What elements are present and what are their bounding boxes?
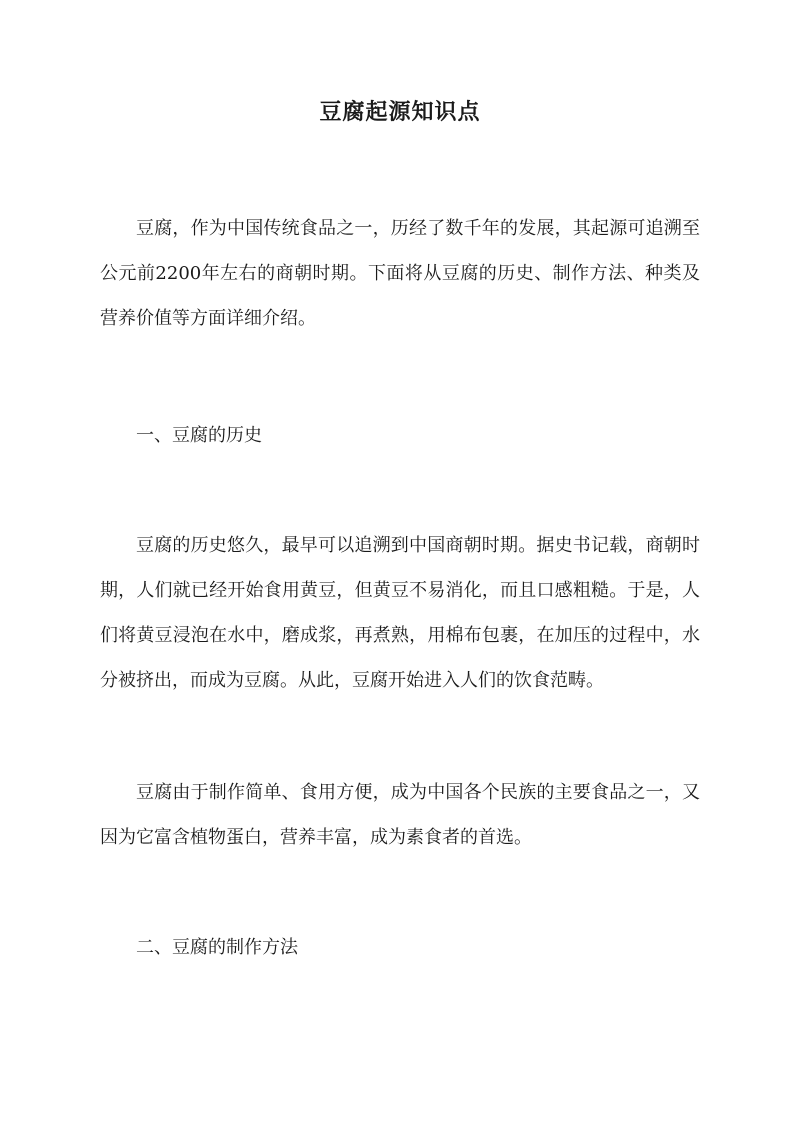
- section-heading-history: 一、豆腐的历史: [136, 425, 262, 446]
- section-heading-method: 二、豆腐的制作方法: [136, 937, 298, 958]
- document-title: 豆腐起源知识点: [319, 99, 481, 125]
- history-paragraph-2: 豆腐由于制作简单、食用方便，成为中国各个民族的主要食品之一，又因为它富含植物蛋白，营养丰富，成为素食者的首选。: [100, 782, 700, 848]
- history-paragraph-1: 豆腐的历史悠久，最早可以追溯到中国商朝时期。据史书记载，商朝时期，人们就已经开始食用黄豆，但黄豆不易消化，而且口感粗糙。于是，人们将黄豆浸泡在水中，磨成浆，再煮熟，用棉布包裹，在加压的过程中，水分被挤出，而成为豆腐。从此，豆腐开始进入人们的饮食范畴。: [100, 535, 700, 691]
- intro-paragraph: 豆腐，作为中国传统食品之一，历经了数千年的发展，其起源可追溯至公元前2200年左右的商朝时期。下面将从豆腐的历史、制作方法、种类及营养价值等方面详细介绍。: [100, 218, 700, 329]
